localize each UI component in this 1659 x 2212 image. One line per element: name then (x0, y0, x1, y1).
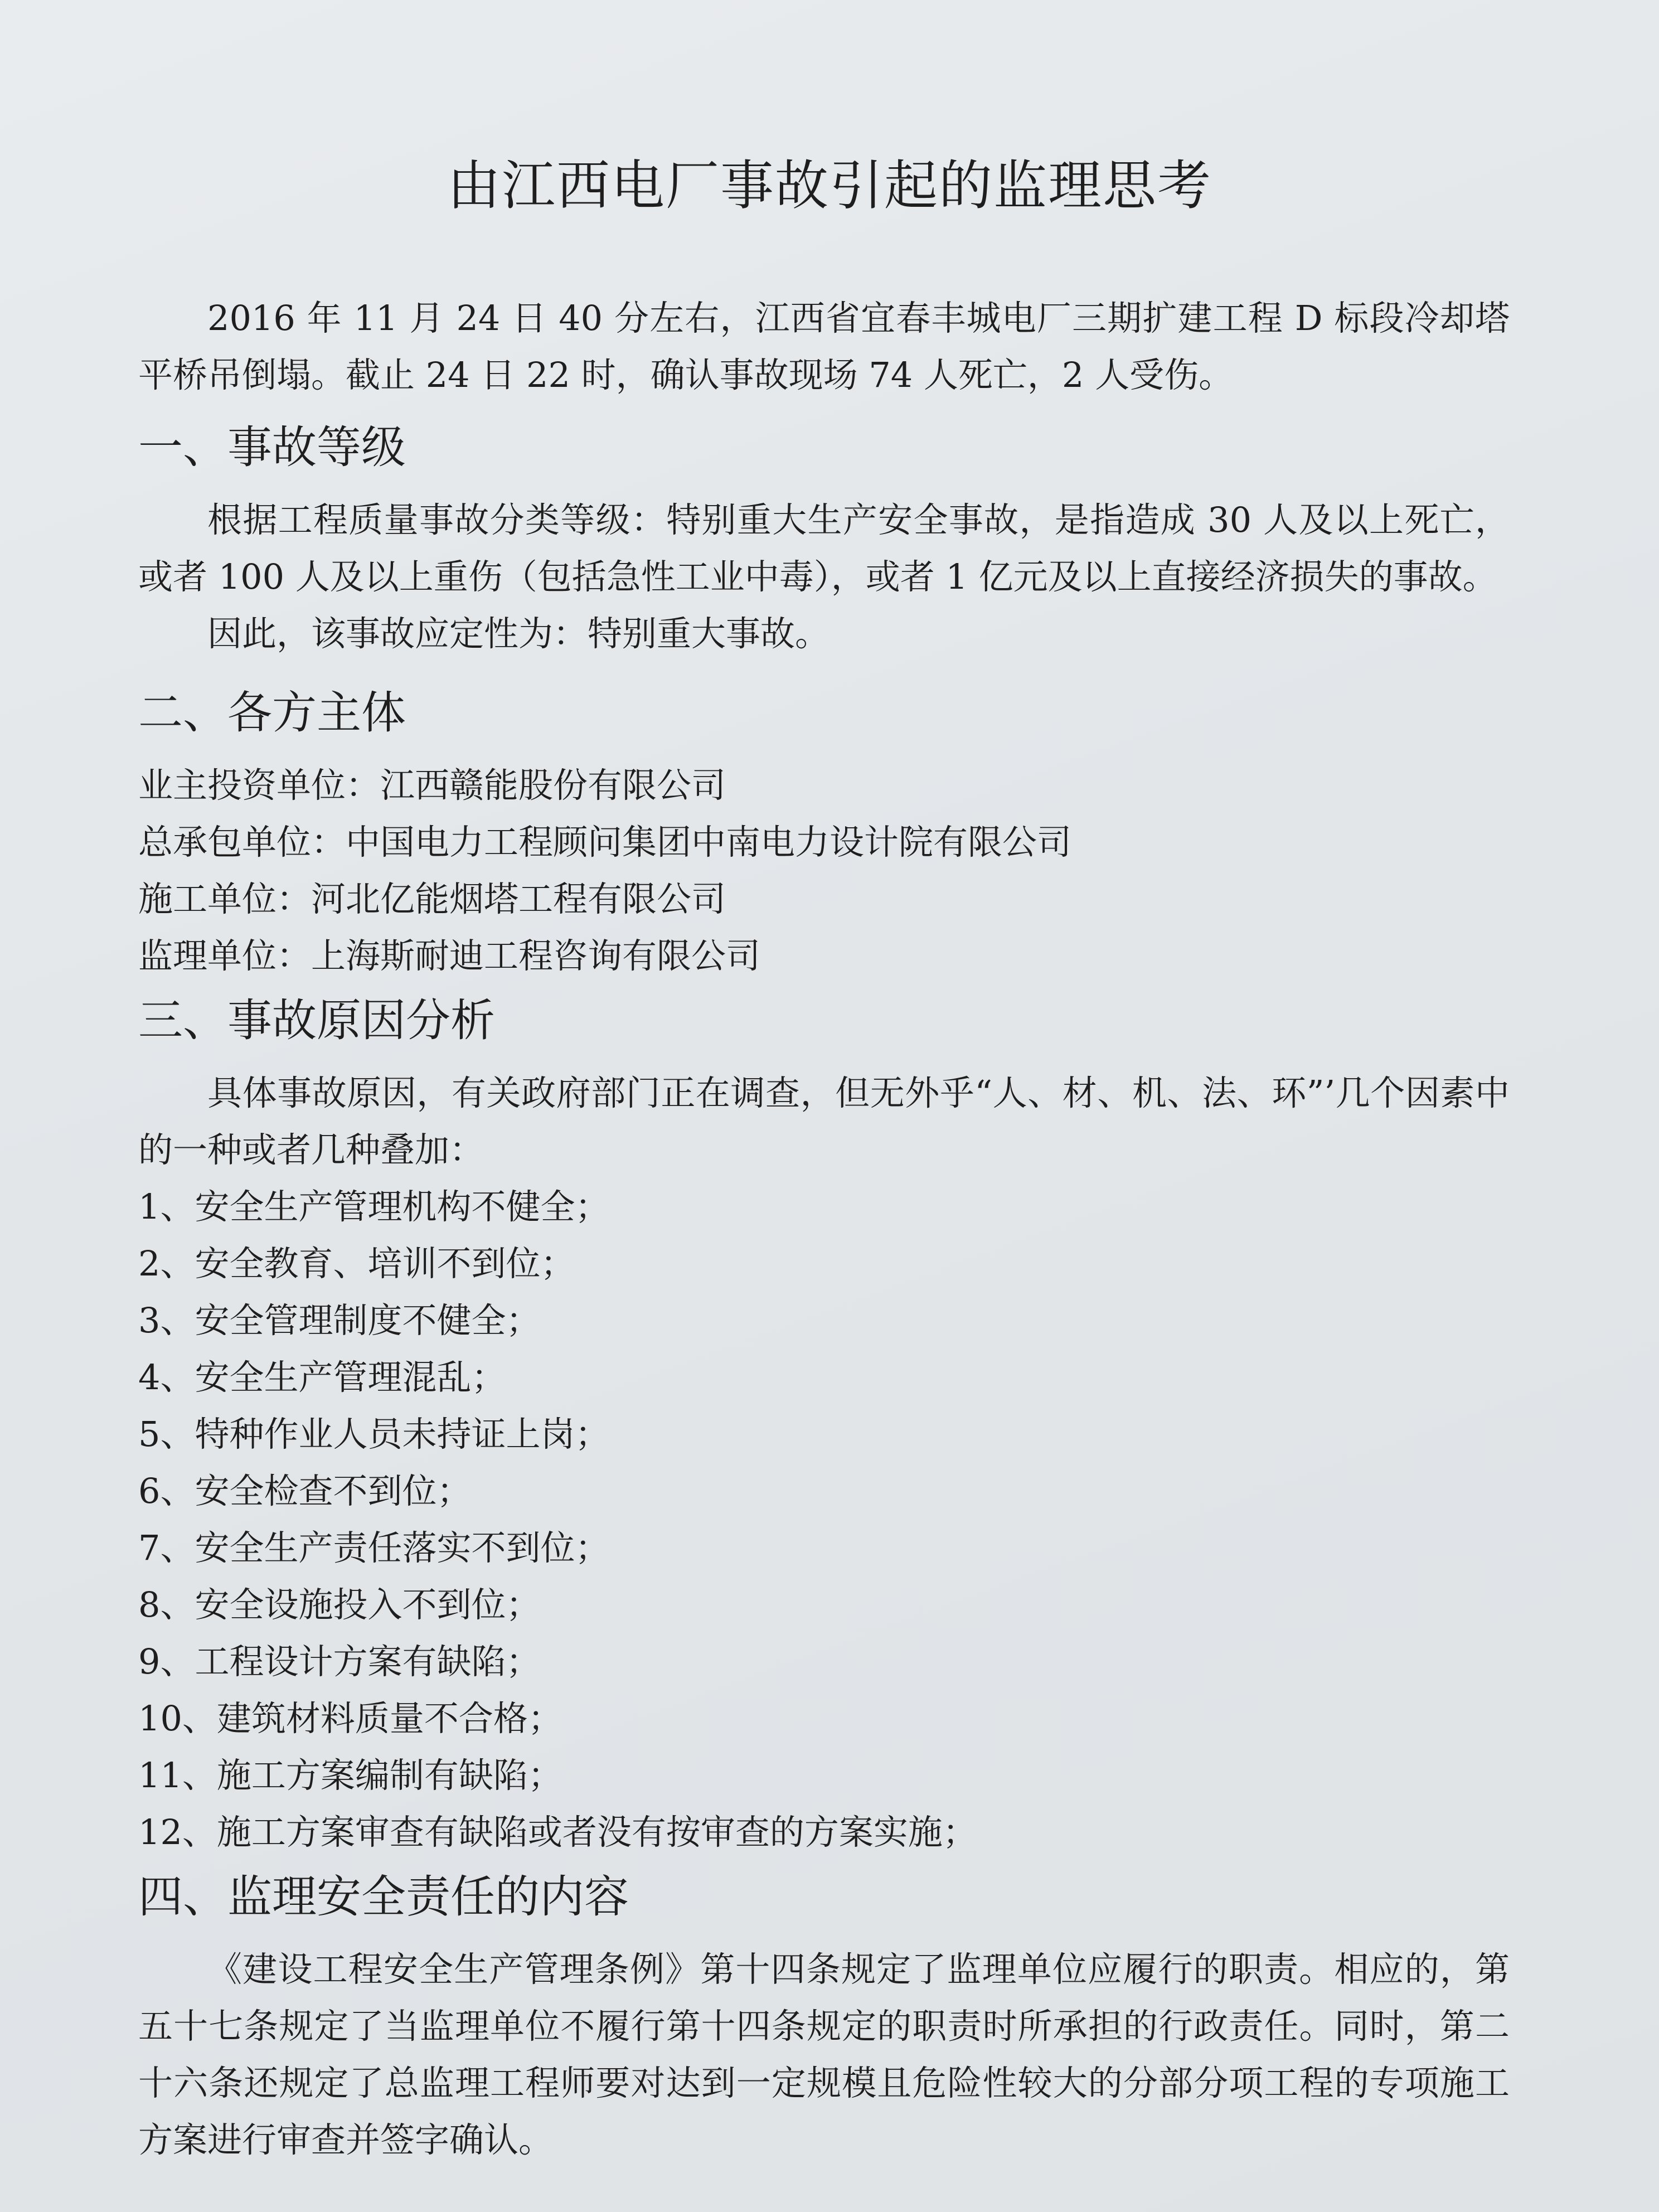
cause-item: 8、安全设施投入不到位； (138, 1584, 541, 1625)
cause-analysis-paragraph: 具体事故原因，有关政府部门正在调查，但无外乎“人、材、机、法、环”’几个因素中的一种或者几种叠加： (138, 1073, 1510, 1170)
party-owner: 业主投资单位：江西赣能股份有限公司 (138, 765, 726, 806)
party-supervision: 监理单位：上海斯耐迪工程咨询有限公司 (138, 935, 761, 976)
cause-item: 2、安全教育、培训不到位； (138, 1243, 575, 1284)
section-heading-supervision-responsibility: 四、监理安全责任的内容 (138, 1871, 629, 1923)
party-general-contractor: 总承包单位：中国电力工程顾问集团中南电力设计院有限公司 (138, 822, 1072, 862)
accident-level-conclusion: 因此，该事故应定性为：特别重大事故。 (207, 613, 830, 654)
cause-item: 6、安全检查不到位； (138, 1471, 472, 1511)
section-heading-parties: 二、各方主体 (138, 687, 406, 739)
section-heading-accident-level: 一、事故等级 (138, 421, 406, 473)
party-construction: 施工单位：河北亿能烟塔工程有限公司 (138, 879, 726, 919)
accident-level-paragraph: 根据工程质量事故分类等级：特别重大生产安全事故，是指造成 30 人及以上死亡，或者 100 人及以上重伤（包括急性工业中毒），或者 1 亿元及以上直接经济损失的事故。 (138, 499, 1510, 597)
supervision-responsibility-paragraph: 《建设工程安全生产管理条例》第十四条规定了监理单位应履行的职责。相应的，第五十七条规定了当监理单位不履行第十四条规定的职责时所承担的行政责任。同时，第二十六条还规定了总监理工程师要对达到一定规模且危险性较大的分部分项工程的专项施工方案进行审查并签字确认。 (138, 1949, 1510, 2160)
cause-item: 1、安全生产管理机构不健全； (138, 1186, 610, 1227)
document-title: 由江西电厂事故引起的监理思考 (447, 154, 1212, 217)
cause-item: 10、建筑材料质量不合格； (138, 1698, 562, 1739)
cause-item: 3、安全管理制度不健全； (138, 1300, 541, 1341)
section-heading-cause-analysis: 三、事故原因分析 (138, 995, 495, 1046)
cause-item: 7、安全生产责任落实不到位； (138, 1527, 610, 1568)
cause-item: 12、施工方案审查有缺陷或者没有按审查的方案实施； (138, 1812, 977, 1852)
document-body (138, 290, 1510, 2169)
cause-item: 4、安全生产管理混乱； (138, 1357, 506, 1398)
cause-item: 5、特种作业人员未持证上岗； (138, 1414, 610, 1454)
intro-paragraph: 2016 年 11 月 24 日 40 分左右，江西省宜春丰城电厂三期扩建工程 D 标段冷却塔平桥吊倒塌。截止 24 日 22 时，确认事故现场 74 人死亡，2 人受伤。 (138, 298, 1510, 395)
cause-item: 9、工程设计方案有缺陷； (138, 1641, 541, 1682)
cause-item: 11、施工方案编制有缺陷； (138, 1755, 562, 1796)
